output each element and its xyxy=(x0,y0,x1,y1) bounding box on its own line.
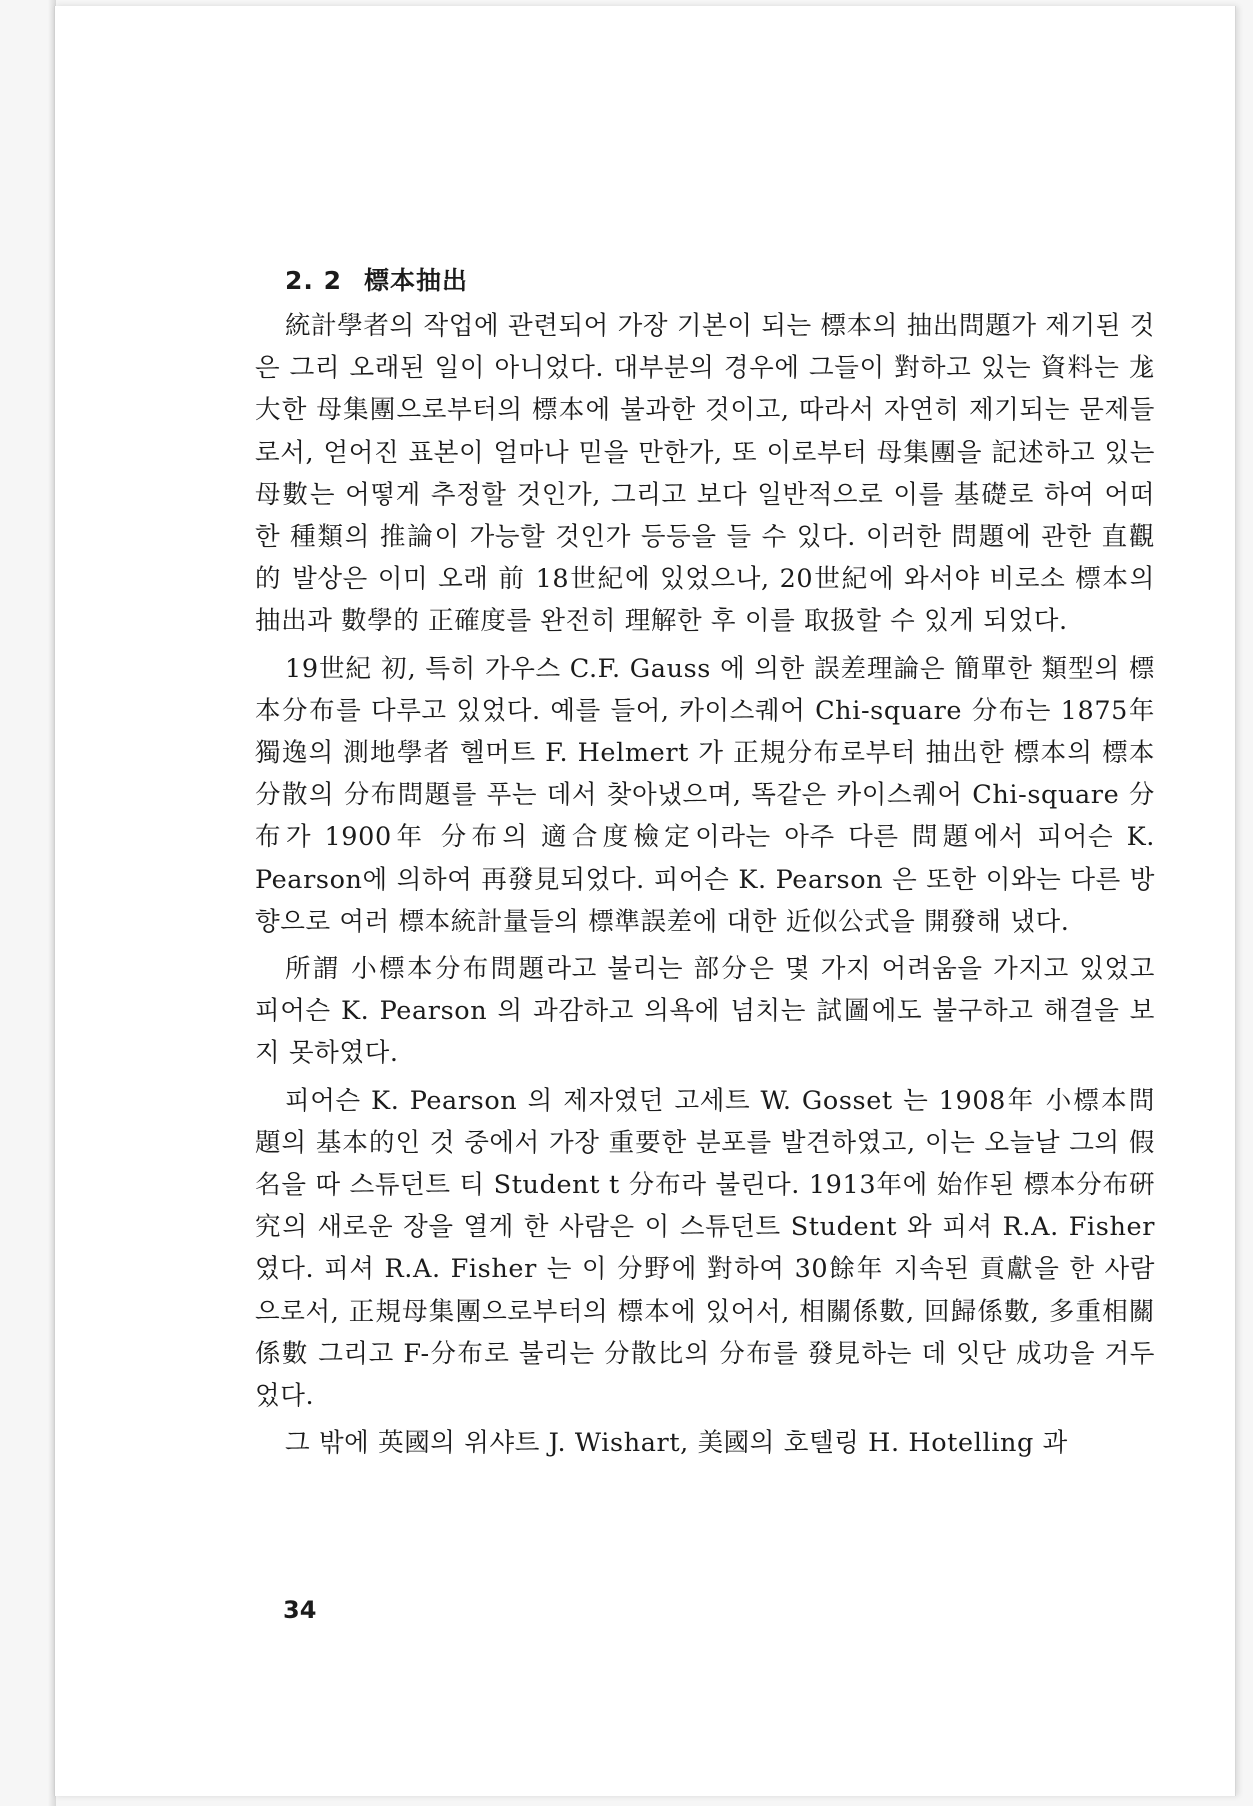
paragraph-1: 統計學者의 작업에 관련되어 가장 기본이 되는 標本의 抽出問題가 제기된 것은 그리 오래된 일이 아니었다. 대부분의 경우에 그들이 對하고 있는 資料는 尨大한 母集團으로부터의 標本에 불과한 것이고, 따라서 자연히 제기되는 문제들로서, 얻어진 표본이 얼마나 믿을 만한가, 또 이로부터 母集團을 記述하고 있는 母數는 어떻게 추정할 것인가, 그리고 보다 일반적으로 이를 基礎로 하여 어떠한 種類의 推論이 가능할 것인가 등등을 들 수 있다. 이러한 問題에 관한 直觀的 발상은 이미 오래 前 18世紀에 있었으나, 20世紀에 와서야 비로소 標本의 抽出과 數學的 正確度를 완전히 理解한 후 이를 取扱할 수 있게 되었다. xyxy=(255,311,1155,637)
page-content xyxy=(255,261,1155,1469)
paragraph-3: 所謂 小標本分布問題라고 불리는 部分은 몇 가지 어려움을 가지고 있었고 피어슨 K. Pearson 의 과감하고 의욕에 넘치는 試圖에도 불구하고 해결을 보지 못하였다. xyxy=(255,954,1155,1069)
page-number: 34 xyxy=(283,1596,317,1624)
paragraph-4: 피어슨 K. Pearson 의 제자였던 고세트 W. Gosset 는 1908年 小標本問題의 基本的인 것 중에서 가장 重要한 분포를 발견하였고, 이는 오늘날 그의 假名을 따 스튜던트 티 Student t 分布라 불린다. 1913年에 始作된 標本分布硏究의 새로운 장을 열게 한 사람은 이 스튜던트 Student 와 피셔 R.A. Fisher 였다. 피셔 R.A. Fisher 는 이 分野에 對하여 30餘年 지속된 貢獻을 한 사람으로서, 正規母集團으로부터의 標本에 있어서, 相關係數, 回歸係數, 多重相關係數 그리고 F-分布로 불리는 分散比의 分布를 發見하는 데 잇단 成功을 거두었다. xyxy=(255,1085,1156,1412)
section-number: 2. 2 xyxy=(285,266,342,295)
paragraph-5: 그 밖에 英國의 위샤트 J. Wishart, 美國의 호텔링 H. Hotelling 과 xyxy=(285,1428,1068,1459)
section-heading xyxy=(285,261,1155,301)
book-page xyxy=(54,6,1236,1796)
section-title: 標本抽出 xyxy=(364,266,469,295)
paragraph-2: 19世紀 初, 특히 가우스 C.F. Gauss 에 의한 誤差理論은 簡單한 類型의 標本分布를 다루고 있었다. 예를 들어, 카이스퀘어 Chi-square 分布는 1875年 獨逸의 測地學者 헬머트 F. Helmert 가 正規分布로부터 抽出한 標本의 標本分散의 分布問題를 푸는 데서 찾아냈으며, 똑같은 카이스퀘어 Chi-square 分布가 1900年 分布의 適合度檢定이라는 아주 다른 問題에서 피어슨 K. Pearson에 의하여 再發見되었다. 피어슨 K. Pearson 은 또한 이와는 다른 방향으로 여러 標本統計量들의 標準誤差에 대한 近似公式을 開發해 냈다. xyxy=(255,653,1155,937)
